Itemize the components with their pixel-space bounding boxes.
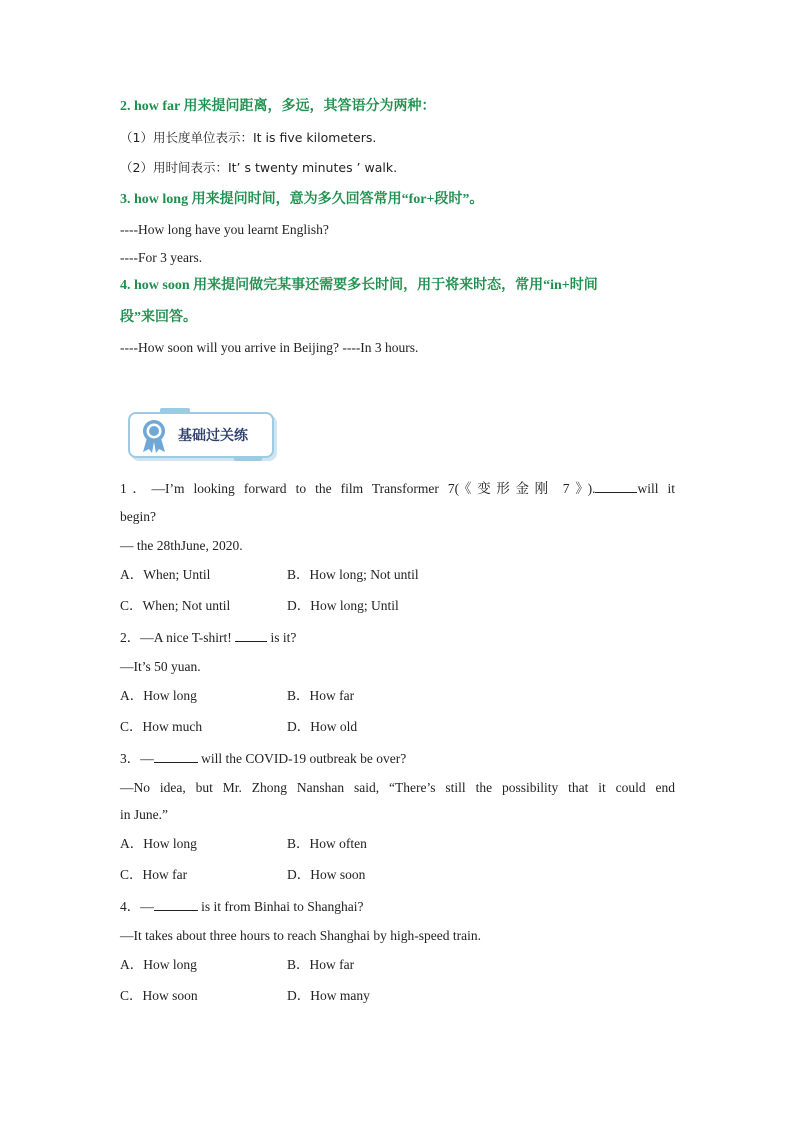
banner-decoration [160,408,190,414]
section-banner [124,408,276,462]
question-1-option-c[interactable]: C．When; Not until [120,598,231,613]
question-3-option-d[interactable]: D．How soon [287,867,366,882]
question-1-option-b[interactable]: B．How long; Not until [287,567,419,582]
how-far-heading: 2. how far 用来提问距离，多远，其答语分为两种： [120,99,436,114]
question-2-option-d[interactable]: D．How old [287,719,358,734]
question-4-stem-line1: 4．— is it from Binhai to Shanghai? [120,899,364,914]
how-far-point-1: （1）用长度单位表示：It is five kilometers. [120,130,377,145]
question-4-option-d[interactable]: D．How many [287,988,370,1003]
question-1-option-d[interactable]: D．How long; Until [287,598,399,613]
banner-decoration [234,456,262,461]
question-3-option-a[interactable]: A．How long [120,836,197,851]
question-2-option-b[interactable]: B．How far [287,688,355,703]
how-far-point-2: （2）用时间表示：It’ s twenty minutes ’ walk. [120,160,398,175]
question-3-stem-line1: 3．— will the COVID-19 outbreak be over? [120,751,407,766]
question-4-option-a[interactable]: A．How long [120,957,197,972]
how-long-heading: 3. how long 用来提问时间，意为多久回答常用“for+段时”。 [120,192,484,207]
question-1-stem-line2: begin? [120,509,156,524]
question-4-option-b[interactable]: B．How far [287,957,355,972]
how-long-answer: ----For 3 years. [120,250,203,265]
question-1-stem-line1: 1．—I’m looking forward to the film Transformer 7(《变形金刚 7》). will it [120,481,675,496]
question-3-stem-line2: —No idea, but Mr. Zhong Nanshan said, “There’s still the possibility that it could end [120,780,675,795]
question-4-answer: —It takes about three hours to reach Shanghai by high-speed train. [120,928,482,943]
question-4-option-c[interactable]: C．How soon [120,988,198,1003]
question-3-stem-line3: in June.” [120,807,168,822]
answer-blank[interactable] [154,897,198,911]
section-title: 基础过关练 [178,428,248,444]
answer-blank[interactable] [595,479,637,493]
answer-blank[interactable] [154,749,198,763]
how-soon-heading-line1: 4. how soon 用来提问做完某事还需要多长时间，用于将来时态，常用“in+时间 [120,278,598,293]
how-soon-example: ----How soon will you arrive in Beijing? ----In 3 hours. [120,340,419,355]
question-2-answer: —It’s 50 yuan. [120,659,201,674]
question-1-option-a[interactable]: A．When; Until [120,567,211,582]
medal-icon [138,418,170,454]
question-3-option-c[interactable]: C．How far [120,867,188,882]
how-soon-heading-line2: 段”来回答。 [120,310,197,325]
answer-blank[interactable] [235,628,267,642]
question-1-answer: — the 28thJune, 2020. [120,538,243,553]
question-2-option-a[interactable]: A．How long [120,688,197,703]
question-2-stem-line1: 2．—A nice T-shirt! is it? [120,630,297,645]
how-long-question: ----How long have you learnt English? [120,222,329,237]
question-3-option-b[interactable]: B．How often [287,836,367,851]
question-2-option-c[interactable]: C．How much [120,719,203,734]
